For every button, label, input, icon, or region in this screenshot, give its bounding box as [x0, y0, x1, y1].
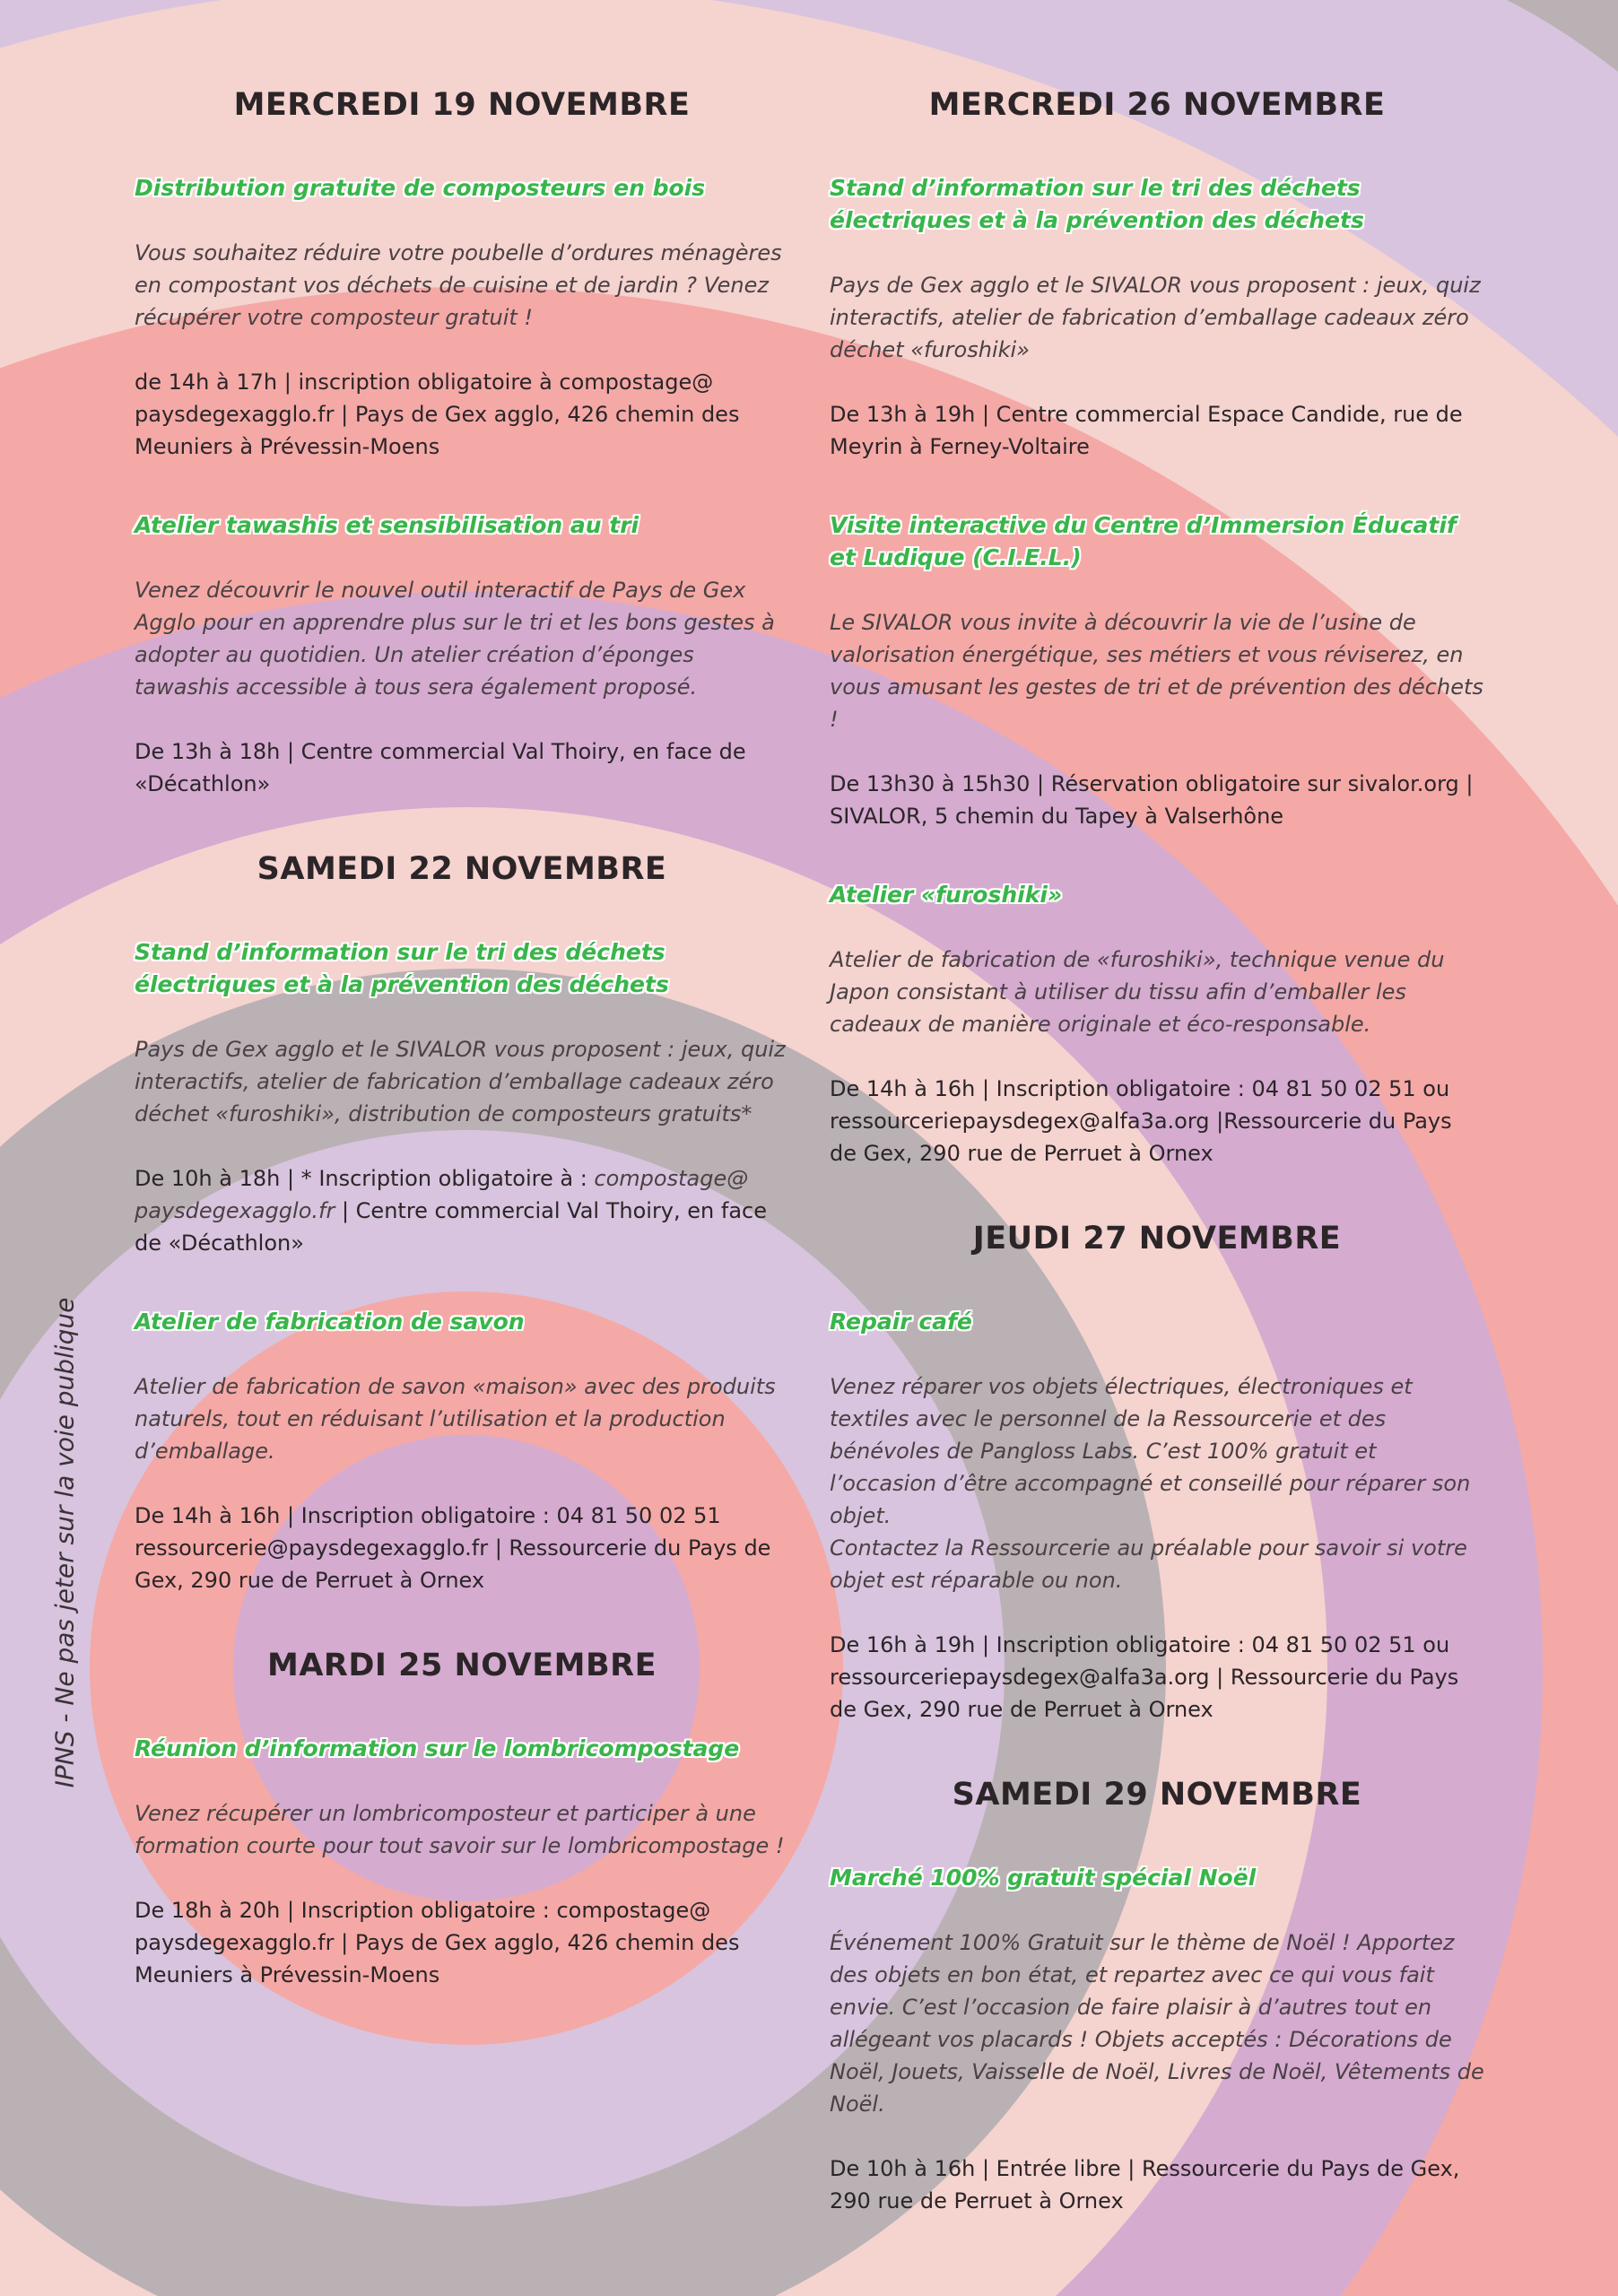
event-description: Venez découvrir le nouvel outil interactif de Pays de Gex Agglo pour en apprendre plus sur le tri et les bons gestes à adopter au quotidien. Un atelier création d’éponges tawashis accessible à tous sera également proposé.: [135, 578, 775, 700]
event-info-prefix: De 10h à 18h | * Inscription obligatoire à :: [135, 1166, 595, 1191]
left-column: [135, 83, 789, 2038]
event-title: Stand d’information sur le tri des déchets électriques et à la prévention des déchets: [830, 175, 1364, 233]
event-title: Atelier de fabrication de savon: [135, 1309, 525, 1335]
event-title: Visite interactive du Centre d’Immersion Éducatif et Ludique (C.I.E.L.): [830, 512, 1457, 570]
event-description: Venez récupérer un lombricomposteur et participer à une formation courte pour tout savoir sur le lombricompostage !: [135, 1801, 785, 1858]
event-title: Réunion d’information sur le lombricompostage: [135, 1735, 740, 1761]
event-description: Événement 100% Gratuit sur le thème de Noël ! Apportez des objets en bon état, et repartez avec ce qui vous fait envie. C’est l’occasion de faire plaisir à d’autres tout en allégeant vos placards ! Objets acceptés : Décorations de Noël, Jouets, Vaisselle de Noël, Livres de Noël, Vêtements de Noël.: [830, 1930, 1484, 2117]
event: [135, 172, 789, 463]
event: [830, 509, 1484, 832]
event: [135, 1733, 789, 1991]
event-description: Le SIVALOR vous invite à découvrir la vie de l’usine de valorisation énergétique, ses métiers et vous réviserez, en vous amusant les gestes de tri et de prévention des déchets !: [830, 610, 1483, 732]
event-title: Distribution gratuite de composteurs en bois: [135, 175, 706, 201]
event-title: Atelier «furoshiki»: [830, 882, 1063, 908]
day-heading: MERCREDI 26 NOVEMBRE: [928, 87, 1386, 123]
event-info: De 10h à 16h | Entrée libre | Ressourcerie du Pays de Gex, 290 rue de Perruet à Ornex: [830, 2156, 1460, 2213]
event-info: De 13h30 à 15h30 | Réservation obligatoire sur sivalor.org | SIVALOR, 5 chemin du Tapey à Valserhône: [830, 771, 1474, 829]
right-column: [830, 83, 1484, 2264]
event-info: De 18h à 20h | Inscription obligatoire : compostage@ paysdegexagglo.fr | Pays de Gex agglo, 426 chemin des Meuniers à Prévessin-Moens: [135, 1898, 740, 1987]
event: [135, 509, 789, 800]
event-title: Marché 100% gratuit spécial Noël: [830, 1865, 1257, 1891]
event-info: De 14h à 16h | Inscription obligatoire : 04 81 50 02 51 ressourcerie@paysdegexagglo.fr | Ressourcerie du Pays de Gex, 290 rue de Perruet à Ornex: [135, 1503, 771, 1593]
event-info: De 16h à 19h | Inscription obligatoire : 04 81 50 02 51 ou ressourceriepaysdegex@alfa3a.org | Ressourcerie du Pays de Gex, 290 rue de Perruet à Ornex: [830, 1632, 1459, 1722]
event-info: de 14h à 17h | inscription obligatoire à compostage@ paysdegexagglo.fr | Pays de Gex agglo, 426 chemin des Meuniers à Prévessin-Moens: [135, 370, 740, 459]
event-description: Pays de Gex agglo et le SIVALOR vous proposent : jeux, quiz interactifs, atelier de fabrication d’emballage cadeaux zéro déchet «furoshiki»: [830, 273, 1481, 362]
event-info: [135, 1162, 789, 1259]
event-description: Pays de Gex agglo et le SIVALOR vous proposent : jeux, quiz interactifs, atelier de fabrication d’emballage cadeaux zéro déchet «furoshiki», distribution de composteurs gratuits*: [135, 1037, 786, 1126]
event-title: Atelier tawashis et sensibilisation au tri: [135, 512, 639, 538]
event: [830, 879, 1484, 1170]
event: [830, 1862, 1484, 2217]
event-info: De 14h à 16h | Inscription obligatoire : 04 81 50 02 51 ou ressourceriepaysdegex@alfa3a.org |Ressourcerie du Pays de Gex, 290 rue de Perruet à Ornex: [830, 1076, 1452, 1166]
event-info: De 13h à 19h | Centre commercial Espace Candide, rue de Meyrin à Ferney-Voltaire: [830, 402, 1463, 459]
event: [135, 1306, 789, 1596]
day-heading: SAMEDI 29 NOVEMBRE: [952, 1777, 1362, 1813]
event-title: Stand d’information sur le tri des déchets électriques et à la prévention des déchets: [135, 939, 669, 997]
event-description: Atelier de fabrication de «furoshiki», technique venue du Japon consistant à utiliser du tissu afin d’emballer les cadeaux de manière originale et éco-responsable.: [830, 947, 1445, 1037]
day-heading: MARDI 25 NOVEMBRE: [267, 1648, 657, 1683]
event: [830, 172, 1484, 463]
day-heading: SAMEDI 22 NOVEMBRE: [257, 851, 667, 887]
day-heading: MERCREDI 19 NOVEMBRE: [233, 87, 691, 123]
event-info-email: compostage@ paysdegexagglo.fr: [135, 1166, 749, 1223]
event-info-suffix: | Centre commercial Val Thoiry, en face de «Décathlon»: [135, 1198, 767, 1256]
event-description: Atelier de fabrication de savon «maison» avec des produits naturels, tout en réduisant l’utilisation et la production d’emballage.: [135, 1374, 776, 1464]
event-info: De 13h à 18h | Centre commercial Val Thoiry, en face de «Décathlon»: [135, 739, 746, 796]
day-heading: JEUDI 27 NOVEMBRE: [972, 1221, 1342, 1257]
event-title: Repair café: [830, 1309, 972, 1335]
event: [135, 936, 789, 1259]
ipns-side-notice: IPNS - Ne pas jeter sur la voie publique: [49, 1297, 80, 1788]
event: [830, 1306, 1484, 1726]
event-description: Venez réparer vos objets électriques, électroniques et textiles avec le personnel de la Ressourcerie et des bénévoles de Pangloss Labs. C’est 100% gratuit et l’occasion d’être accompagné et conseillé pour réparer son objet. Contactez la Ressourcerie au préalable pour savoir si votre objet est réparable ou non.: [830, 1374, 1471, 1593]
event-description: Vous souhaitez réduire votre poubelle d’ordures ménagères en compostant vos déchets de cuisine et de jardin ? Venez récupérer votre composteur gratuit !: [135, 240, 782, 330]
